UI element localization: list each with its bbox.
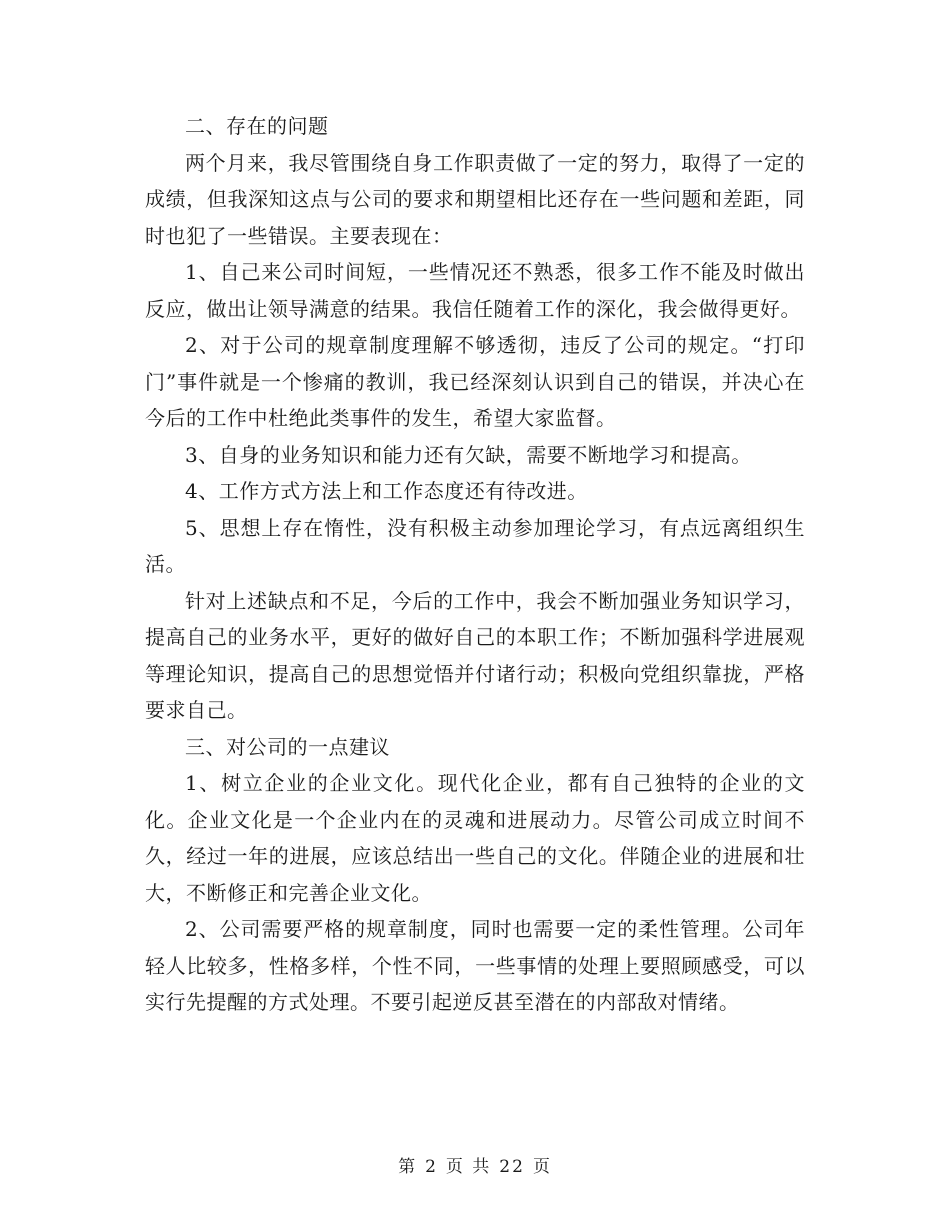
list-item-problem-4: 4、工作方式方法上和工作态度还有待改进。: [185, 479, 588, 503]
list-item-suggestion-1: 1、树立企业的企业文化。现代化企业，都有自己独特的企业的文化。企业文化是一个企业内在的灵魂和进展动力。尽管公司成立时间不久，经过一年的进展，应该总结出一些自己的文化。伴随企业的进展和壮大，不断修正和完善企业文化。: [145, 771, 805, 905]
list-item-problem-5: 5、思想上存在惰性，没有积极主动参加理论学习，有点远离组织生活。: [145, 515, 805, 576]
footer-total-pages: 22: [499, 1157, 525, 1177]
list-item-problem-1: 1、自己来公司时间短，一些情况还不熟悉，很多工作不能及时做出反应，做出让领导满意的结果。我信任随着工作的深化，我会做得更好。: [145, 260, 805, 321]
footer-middle: 页 共: [445, 1157, 492, 1177]
section-heading-suggestions: 三、对公司的一点建议: [185, 734, 390, 759]
page-footer: [0, 1152, 950, 1177]
section-heading-problems: 二、存在的问题: [185, 114, 329, 138]
footer-current-page: 2: [425, 1157, 438, 1177]
footer-prefix: 第: [398, 1157, 418, 1177]
list-item-problem-2: 2、对于公司的规章制度理解不够透彻，违反了公司的规定。“打印门”事件就是一个惨痛的教训，我已经深刻认识到自己的错误，并决心在今后的工作中杜绝此类事件的发生，希望大家监督。: [145, 333, 805, 430]
list-item-problem-3: 3、自身的业务知识和能力还有欠缺，需要不断地学习和提高。: [185, 442, 752, 467]
footer-suffix: 页: [532, 1157, 552, 1177]
document-body: [145, 108, 805, 1021]
list-item-suggestion-2: 2、公司需要严格的规章制度，同时也需要一定的柔性管理。公司年轻人比较多，性格多样，个性不同，一些事情的处理上要照顾感受，可以实行先提醒的方式处理。不要引起逆反甚至潜在的内部敌对情绪。: [145, 917, 805, 1014]
paragraph-problems-intro: 两个月来，我尽管围绕自身工作职责做了一定的努力，取得了一定的成绩，但我深知这点与公司的要求和期望相比还存在一些问题和差距，同时也犯了一些错误。主要表现在：: [145, 150, 805, 248]
paragraph-improvement: 针对上述缺点和不足，今后的工作中，我会不断加强业务知识学习，提高自己的业务水平，更好的做好自己的本职工作；不断加强科学进展观等理论知识，提高自己的思想觉悟并付诸行动；积极向党组织靠拢，严格要求自己。: [145, 588, 805, 722]
